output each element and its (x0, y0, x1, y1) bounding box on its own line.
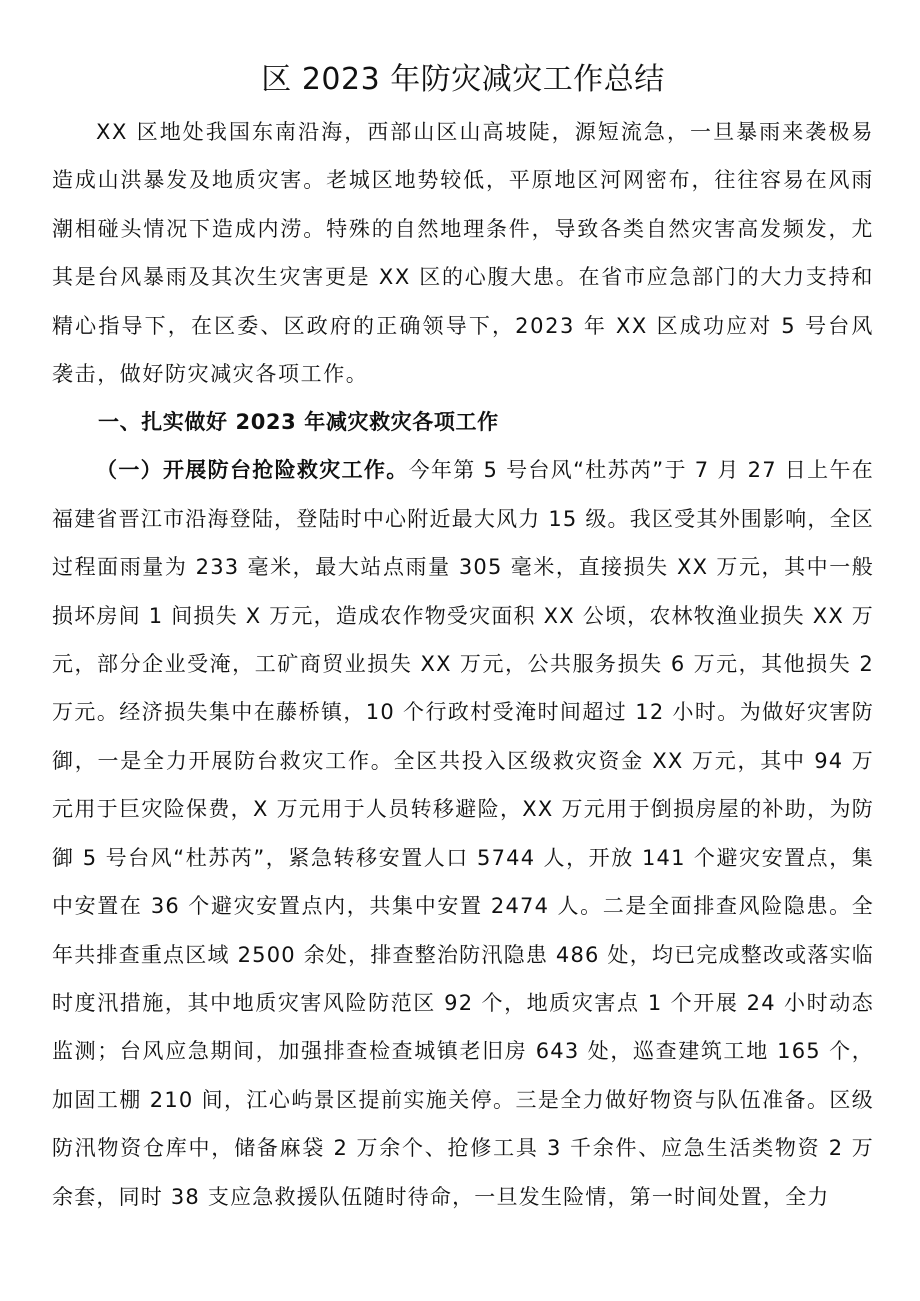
subsection-paragraph (52, 446, 874, 1221)
document-title: 区 2023 年防灾减灾工作总结 (261, 62, 665, 97)
section-heading: 一、扎实做好 2023 年减灾救灾各项工作 (98, 410, 499, 435)
subsection-heading: （一）开展防台抢险救灾工作。 (96, 458, 409, 483)
intro-paragraph: XX 区地处我国东南沿海，西部山区山高坡陡，源短流急，一旦暴雨来袭极易造成山洪暴发及地质灾害。老城区地势较低，平原地区河网密布，往往容易在风雨潮相碰头情况下造成内涝。特殊的自然地理条件，导致各类自然灾害高发频发，尤其是台风暴雨及其次生灾害更是 XX 区的心腹大患。在省市应急部门的大力支持和精心指导下，在区委、区政府的正确领导下，2023 年 XX 区成功应对 5 号台风袭击，做好防灾减灾各项工作。 (52, 120, 874, 387)
subsection-body-text: 今年第 5 号台风“杜苏芮”于 7 月 27 日上午在福建省晋江市沿海登陆，登陆时中心附近最大风力 15 级。我区受其外围影响，全区过程面雨量为 233 毫米，最大站点雨量 305 毫米，直接损失 XX 万元，其中一般损坏房间 1 间损失 X 万元，造成农作物受灾面积 XX 公顷，农林牧渔业损失 XX 万元，部分企业受淹，工矿商贸业损失 XX 万元，公共服务损失 6 万元，其他损失 2 万元。经济损失集中在藤桥镇，10 个行政村受淹时间超过 12 小时。为做好灾害防御，一是全力开展防台救灾工作。全区共投入区级救灾资金 XX 万元，其中 94 万元用于巨灾险保费，X 万元用于人员转移避险，XX 万元用于倒损房屋的补助，为防御 5 号台风“杜苏芮”，紧急转移安置人口 5744 人，开放 141 个避灾安置点，集中安置在 36 个避灾安置点内，共集中安置 2474 人。二是全面排查风险隐患。全年共排查重点区域 2500 余处，排查整治防汛隐患 486 处，均已完成整改或落实临时度汛措施，其中地质灾害风险防范区 92 个，地质灾害点 1 个开展 24 小时动态监测；台风应急期间，加强排查检查城镇老旧房 643 处，巡查建筑工地 165 个，加固工棚 210 间，江心屿景区提前实施关停。三是全力做好物资与队伍准备。区级防汛物资仓库中，储备麻袋 2 万余个、抢修工具 3 千余件、应急生活类物资 2 万余套，同时 38 支应急救援队伍随时待命，一旦发生险情，第一时间处置，全力 (52, 458, 874, 1209)
